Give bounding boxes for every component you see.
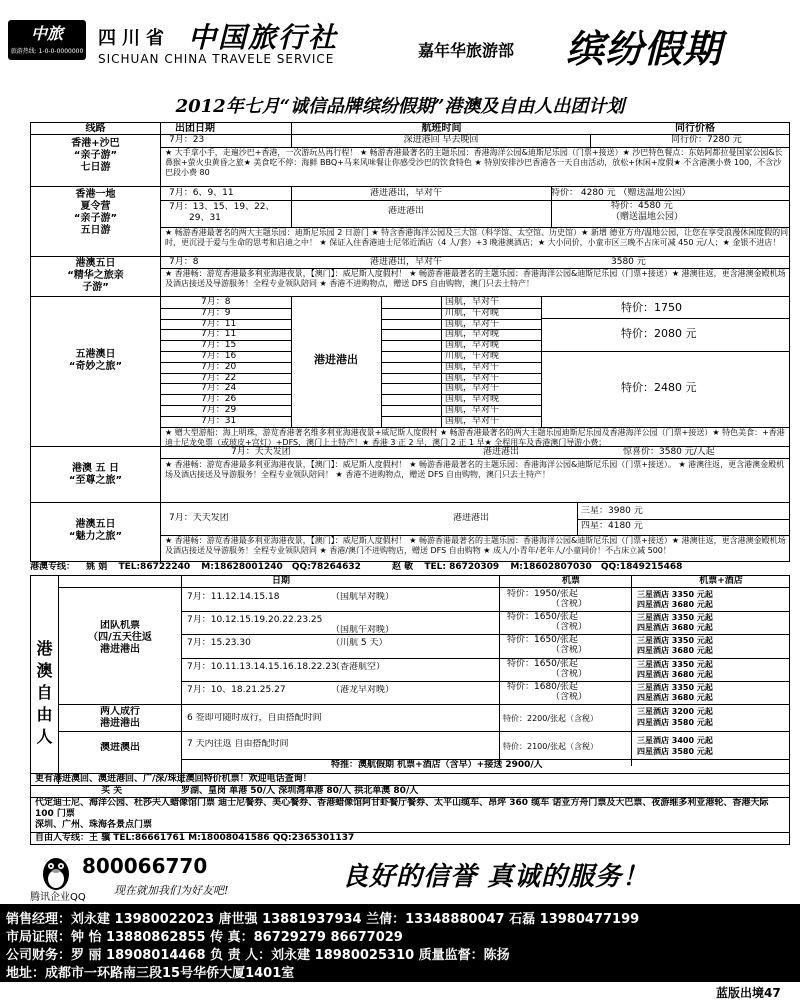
departure-airline: 国航，早对午 [445, 383, 500, 394]
free-airline-note: （国航午对晚） [331, 625, 395, 636]
qq-tagline: 现在就加我们为好友吧! [114, 884, 229, 897]
tour-price: 四星：4180 元 [581, 521, 643, 531]
qq-section [30, 850, 790, 902]
departure-date: 7月：11 [201, 329, 237, 340]
departure-date: 7月：8 [201, 297, 231, 307]
free-ticket-tax: （含税） [551, 622, 588, 633]
macau-price: 特价：2100/张起（含税） [503, 742, 599, 751]
tour-flight: 港进港出，早对午 [369, 188, 442, 198]
slogan: 缤纷假期 [566, 26, 723, 71]
free-ticket-tax: （含税） [551, 668, 588, 679]
tour-flight: 港进港出，早对午 [369, 257, 442, 267]
free-hotel-3star: 三星酒店 3350 元起 [637, 659, 713, 669]
free-traveler-hotline: 自由人专线：王 骥 TEL:86661761 M:18008041586 QQ:2365301137 [35, 833, 355, 843]
price-value: 特价：4580 元 [611, 201, 673, 211]
tour-name [31, 447, 161, 502]
row-divider [381, 351, 541, 352]
row-divider [381, 319, 541, 320]
hotline-label: 港澳专线： [30, 562, 76, 572]
department: 嘉年华旅游部 [418, 41, 515, 60]
free-dates: 7月：10.11.13.14.15.16.18.22.23. [187, 661, 340, 672]
free-ticket-tax: （含税） [551, 691, 588, 702]
free-dates: 7月：10.12.15.19.20.22.23.25 [187, 615, 323, 626]
free-hotel-4star: 四星酒店 3680 元起 [637, 692, 713, 702]
tour-price: 三星：3980 元 [581, 506, 643, 516]
row-divider [161, 362, 291, 363]
qq-number[interactable]: 800066770 [82, 854, 208, 878]
departure-airline: 国航，早对晚 [445, 340, 500, 351]
row-divider [381, 329, 541, 330]
row-divider [181, 658, 789, 659]
row-divider [181, 634, 789, 635]
hotline-bar [30, 562, 790, 574]
free-ticket-price: 特价：1650/张起 [507, 658, 578, 669]
free-dates: 7月：10、18.21.25.27 [187, 684, 286, 695]
free-section-label: 港澳自由人 [31, 576, 59, 784]
free-traveler-table [30, 575, 790, 845]
footer-line: 销售经理：刘永建 13980022023 唐世强 13881937934 兰倩：13348880047 石磊 13980477199 [6, 912, 640, 927]
free-airline-note: （川航 5 天） [331, 638, 388, 649]
header-date: 出团日期 [175, 123, 215, 134]
row-divider [381, 394, 541, 395]
header-route: 线路 [31, 123, 161, 134]
brand-name: 中国旅行社 [188, 21, 339, 54]
tour-name-line: 港澳五日 [75, 519, 116, 530]
tour-name-line: 五日游 [80, 225, 111, 236]
row-divider [161, 340, 291, 341]
tour-name-line: 七日游 [80, 162, 111, 173]
macau-hotel-4star: 四星酒店 3580 元起 [637, 747, 713, 756]
row-divider [161, 319, 291, 320]
tour-row [31, 447, 789, 503]
tour-row [31, 297, 789, 447]
free-ticket-price: 特价：1650/张起 [507, 635, 578, 646]
couple-price: 特价：2200/张起（含税） [503, 714, 599, 723]
departure-date: 7月：9 [201, 307, 231, 318]
contact-qq[interactable]: QQ:1849215468 [600, 562, 683, 572]
tour-flight: 港进港出 [482, 447, 519, 457]
couple-text: 6 签即可随时成行，自由搭配时间 [187, 713, 322, 723]
footer-contacts [0, 904, 800, 982]
tour-name-line: 五港澳日 [75, 349, 116, 360]
free-header-ticket: 机票 [561, 576, 580, 586]
row-divider [181, 681, 789, 682]
tour-name [31, 503, 161, 563]
free-hotel-4star: 四星酒店 3680 元起 [637, 646, 713, 656]
tour-price [611, 201, 791, 227]
departure-airline: 国航，早对午 [445, 297, 500, 307]
page-title: 2012年七月“诚信品牌缤纷假期”港澳及自由人出团计划 [175, 96, 625, 117]
label-line: 团队机票 [100, 620, 140, 631]
free-airline-note: （国航早对晚） [331, 592, 395, 602]
tour-name-line: “亲子游” [73, 150, 118, 161]
tour-name-line: 港澳五日 [75, 258, 116, 269]
free-dates: 7月：15.23.30 [187, 638, 251, 649]
tour-name-line: 港澳 五 日 [72, 463, 119, 474]
free-hotel-4star: 四星酒店 3680 元起 [637, 623, 713, 633]
tour-name-line: “精华之旅亲 [67, 270, 124, 281]
departure-airline: 国航，早对午 [445, 361, 500, 372]
tour-name-line: 香港+沙巴 [71, 138, 120, 149]
tour-price [551, 188, 791, 200]
label-line: 港进港出 [100, 644, 140, 655]
tour-row [31, 187, 789, 257]
more-tickets-note: 更有港进澳回、澳进港回、广/深/珠进澳回特价机票！欢迎电话查询！ [35, 774, 312, 784]
tour-name-line: “魅力之旅” [68, 531, 123, 542]
date-line: 7月：13、15、19、22、 [169, 202, 275, 212]
tour-name [31, 297, 161, 446]
free-hotel-3star: 三星酒店 3350 元起 [637, 613, 713, 623]
header-flight: 航班时间 [291, 123, 591, 134]
row-divider [381, 373, 541, 374]
row-divider [381, 383, 541, 384]
tour-date: 7月：23 [169, 135, 205, 145]
tour-notes: ★ 香港畅：游览香港最多利亚海港夜景，【澳门】：威尼斯人度假村！ ★ 畅游香港最著名的主题乐园：香港海洋公园&迪斯尼乐园（门票+接送）★ 港澳往返，更含港澳金殿机场及酒店接送及导游服务！全程专业领队陪同 ★ 香港不进购物点，赠送 DFS 自由购物，澳门只去土特产！ [165, 269, 786, 288]
row-divider [161, 373, 291, 374]
tour-name-line: “亲子游” [73, 213, 118, 224]
free-ticket-tax: （含税） [551, 599, 588, 609]
qq-penguin-icon [36, 852, 76, 892]
departure-airline: 国航，早对午 [445, 405, 500, 415]
tour-date: 7月：8 [169, 257, 199, 267]
tour-table [30, 122, 790, 562]
contact-name: 赵 敏 [392, 562, 414, 572]
label-line: 港进港出 [100, 718, 140, 729]
label-line: （四/五天往返 [88, 632, 152, 643]
macau-text: 7 天内往返 自由搭配时间 [187, 739, 289, 749]
departure-airline: 川航，午对晚 [445, 307, 500, 318]
tour-price: 惊喜价：3580 元/人起 [623, 447, 715, 457]
footer-line: 市局证照：钟 怡 13880862855 传 真：86729279 86677029 [6, 930, 403, 945]
footer-line: 公司财务：罗 丽 18908014468 负 责 人：刘永建 18980025310 质量监督：陈扬 [6, 948, 510, 963]
couple-label [59, 706, 181, 734]
tour-price: 3580 元 [611, 257, 646, 267]
tour-price: 特价：2480 元 [621, 381, 697, 394]
tour-price: 特价：2080 元 [621, 327, 697, 340]
departure-date: 7月：11 [201, 318, 237, 329]
tour-flight: 港进港出 [452, 513, 489, 523]
customs-text: 罗湖、皇岗 单港 50/人 深圳湾单港 80/人 拱北单澳 80/人 [181, 786, 419, 796]
agency-text-2: 深圳、广州、珠海各景点门票 [35, 820, 153, 830]
tour-date [169, 202, 289, 226]
contact-tel[interactable]: TEL: 86720309 [424, 562, 500, 572]
tour-price: 同行价：7280 元 [671, 135, 742, 145]
free-ticket-price: 特价：1680/张起 [507, 681, 578, 692]
tour-name [31, 187, 161, 256]
gift-note: （赠送温地公园） [611, 212, 684, 222]
logo-emblem: 中旅 [30, 24, 63, 43]
date-line: 29、31 [189, 213, 221, 223]
departure-date: 7月：31 [201, 415, 237, 426]
free-airline-note: （港龙早对晚） [331, 684, 395, 695]
departure-airline: 国航，早对午 [445, 415, 500, 426]
tour-notes: ★ 赠大型游船：海上明珠，游览香港著名维多利亚海港夜景+威尼斯人度假村 ★ 畅游香港最著名的两大主题乐园迪斯尼乐园及香港海洋公园（门票+接送）★ 特色美食：+香港迪士尼龙免票（或玻皮+宫灯）+DFS，澳门上土特产！★ 香港 3 正 2 早，澳门 2 正 1 早★ 全程用车及香港澳门导游小费； [165, 428, 785, 447]
free-ticket-price: 特价：1650/张起 [507, 612, 578, 623]
header-price: 同行价格 [675, 123, 715, 134]
row-divider [381, 362, 541, 363]
free-hotel-4star: 四星酒店 3680 元起 [637, 669, 713, 679]
row-divider [381, 416, 541, 417]
row-divider [161, 351, 291, 352]
province: 四川省 [98, 28, 170, 49]
contact-qq[interactable]: QQ:78264632 [291, 562, 361, 572]
tour-flight: 港进港出 [314, 353, 358, 366]
departure-date: 7月：24 [201, 383, 237, 394]
contact-mobile[interactable]: M:18602807030 [510, 562, 592, 572]
free-ticket-price: 特价：1950/张起 [507, 589, 578, 599]
tour-notes: ★ 香港畅：游览香港最多利亚海港夜景，【澳门】：威尼斯人度假村！ ★ 畅游香港最著名的主题乐园：香港海洋公园&迪斯尼乐园（门票+接送）★ 港澳往返，更含港澳金殿机场及酒店接送及导游服务！全程专业领队陪同 ★ 香港/澳门不进购物店，赠送 DFS 自由购物 ★ 成人/小青年/老年人/小童同价！不占床立减 500！ [165, 536, 786, 555]
price-value: 特价： 4280 元 [551, 188, 616, 198]
departure-airline: 国航，早对晚 [445, 394, 500, 405]
row-divider [381, 405, 541, 406]
tour-name-line: 夏令营 [80, 201, 111, 212]
departure-date: 7月：15 [201, 340, 237, 351]
customs-label: 买 关 [101, 786, 123, 796]
tour-row [31, 503, 789, 563]
page-number: 蓝版出境47 [716, 986, 781, 1000]
departure-date: 7月：16 [201, 351, 237, 361]
tour-row [31, 257, 789, 297]
tour-notes: ★ 大手拿小手，走遍沙巴+香港，一次游玩丛再行程！ ★ 畅游香港最著名的主题乐园：香港海洋公园&迪斯尼乐园（门票+接送）★ 沙巴特色餐点：东姑阿都拉曼国家公园&长鼻猴+萤火虫黄昏之旅★ 美食吃不停：海鲜 BBQ+马来风味餐让你感受沙巴的饮食特色 ★ 特别安排沙巴香港各一天自由活动，放松+休闲+度假★ 不含港澳小费 100，不含沙巴段小费 80 [165, 148, 783, 177]
departure-airline: 国航，早对午 [445, 372, 500, 383]
free-dates: 7月：11.12.14.15.18 [187, 592, 280, 602]
label-line: 两人成行 [100, 706, 140, 717]
free-header-combo: 机票+酒店 [699, 576, 743, 586]
tour-price: 特价：1750 [621, 301, 682, 314]
tour-name-line: 香港一地 [75, 189, 116, 200]
qq-corp-label: 腾讯企业QQ [30, 892, 86, 903]
footer-address: 地址：成都市一环路南三段15号华侨大厦1401室 [6, 966, 295, 981]
brand-english: SICHUAN CHINA TRAVELE SERVICE [98, 52, 335, 66]
tour-name [31, 257, 161, 296]
tour-date: 7月：天天发团 [169, 513, 229, 523]
couple-hotel-3star: 三星酒店 3200 元起 [637, 707, 713, 716]
free-hotel-4star: 四星酒店 3680 元起 [637, 600, 713, 609]
row-divider [161, 394, 291, 395]
group-label [59, 620, 181, 660]
departure-date: 7月：26 [201, 394, 237, 405]
free-hotel-3star: 三星酒店 3350 元起 [637, 636, 713, 646]
logo-hotline: 旅游热线: 1-0-0-0000000 [10, 48, 84, 55]
departure-airline: 国航，早对午 [445, 318, 500, 329]
row-divider [381, 340, 541, 341]
couple-hotel-4star: 四星酒店 3580 元起 [637, 718, 713, 727]
gift-note: （赠送温地公园） [618, 188, 691, 198]
row-divider [161, 308, 291, 309]
tour-name-line: “奇妙之旅” [68, 361, 123, 372]
departure-airline: 国航，早对晚 [445, 329, 500, 340]
tour-name-line: 子游” [82, 282, 109, 293]
free-airline-note: （香港航空） [331, 661, 386, 672]
tour-name-line: “至尊之旅” [68, 475, 123, 486]
tour-notes: ★ 香港畅：游览香港最多利亚海港夜景，【澳门】：威尼斯人度假村！ ★ 畅游香港最著名的主题乐园：香港海洋公园&迪斯尼乐园（门票+接送）。 ★ 港澳往返，更含港澳金殿机场及酒店接送及导游服务！全程专业领队陪同！ ★ 香港不进购物点，赠送 DFS 自由购物，澳门只去土特产！ [165, 460, 785, 479]
row-divider [181, 611, 789, 612]
row-divider [161, 329, 291, 330]
header [0, 0, 800, 88]
contact-name: 姚 娟 [86, 562, 108, 572]
table-header [31, 123, 789, 135]
macau-hotel-3star: 三星酒店 3400 元起 [637, 736, 713, 745]
tour-date: 7月：天天发团 [231, 447, 291, 457]
row-divider [161, 383, 291, 384]
tour-notes: ★ 畅游香港最著名的两大主题乐园：迪斯尼乐园 2 日游门 ★ 特含香港海洋公园及三大馆（科学馆、太空馆、历史馆）★ 新增 德亚方舟/温地公园，让您在享受浪漫休闲度假的同时，更沉浸于爱与生命的思考和启迪之中！ ★ 保证入住香港迪士尼邻近酒店（4 人/套）+3 晚港澳酒店；★ 大小同价，小童市区三晚不占床可减 450 元/人；★ 金银不进店！ [165, 228, 789, 247]
departure-date: 7月：20 [201, 361, 237, 372]
free-hotel-3star: 三星酒店 3350 元起 [637, 682, 713, 692]
tour-name [31, 135, 161, 186]
motto: 良好的信誉 真诚的服务！ [342, 862, 650, 892]
row-divider [161, 416, 291, 417]
departure-date: 7月：29 [201, 405, 237, 415]
free-header-date: 日期 [271, 576, 290, 586]
free-hotel-3star: 三星酒店 3350 元起 [637, 590, 713, 599]
agency-text: 代定迪士尼、海洋公园、杜莎夫人蜡像馆门票 迪士尼餐券、美心餐券、香港蜡像馆阿甘虾餐厅餐券、太平山缆车、昂坪 360 缆车 诺亚方舟门票及大巴票、夜游维多利亚港轮、香港天际 100 门票 [35, 798, 769, 819]
macau-label: 澳进澳出 [100, 742, 140, 753]
departure-airline: 川航，午对晚 [445, 351, 500, 361]
special-offer: 特推：澳航假期 机票+酒店（含早）+接送 2900/人 [331, 760, 543, 770]
departure-date: 7月：22 [201, 372, 237, 383]
row-divider [161, 405, 291, 406]
contact-tel[interactable]: TEL:86722240 [118, 562, 191, 572]
contact-mobile[interactable]: M:18628001240 [201, 562, 283, 572]
tour-flight: 港进港出 [387, 206, 424, 216]
agency-services [35, 798, 787, 831]
row-divider [381, 308, 541, 309]
tour-flight: 深进港回 早去晚回 [291, 135, 591, 147]
tour-row [31, 135, 789, 187]
tour-date: 7月：6、9、11 [169, 188, 234, 198]
logo-badge [8, 20, 86, 60]
free-ticket-tax: （含税） [551, 645, 588, 656]
